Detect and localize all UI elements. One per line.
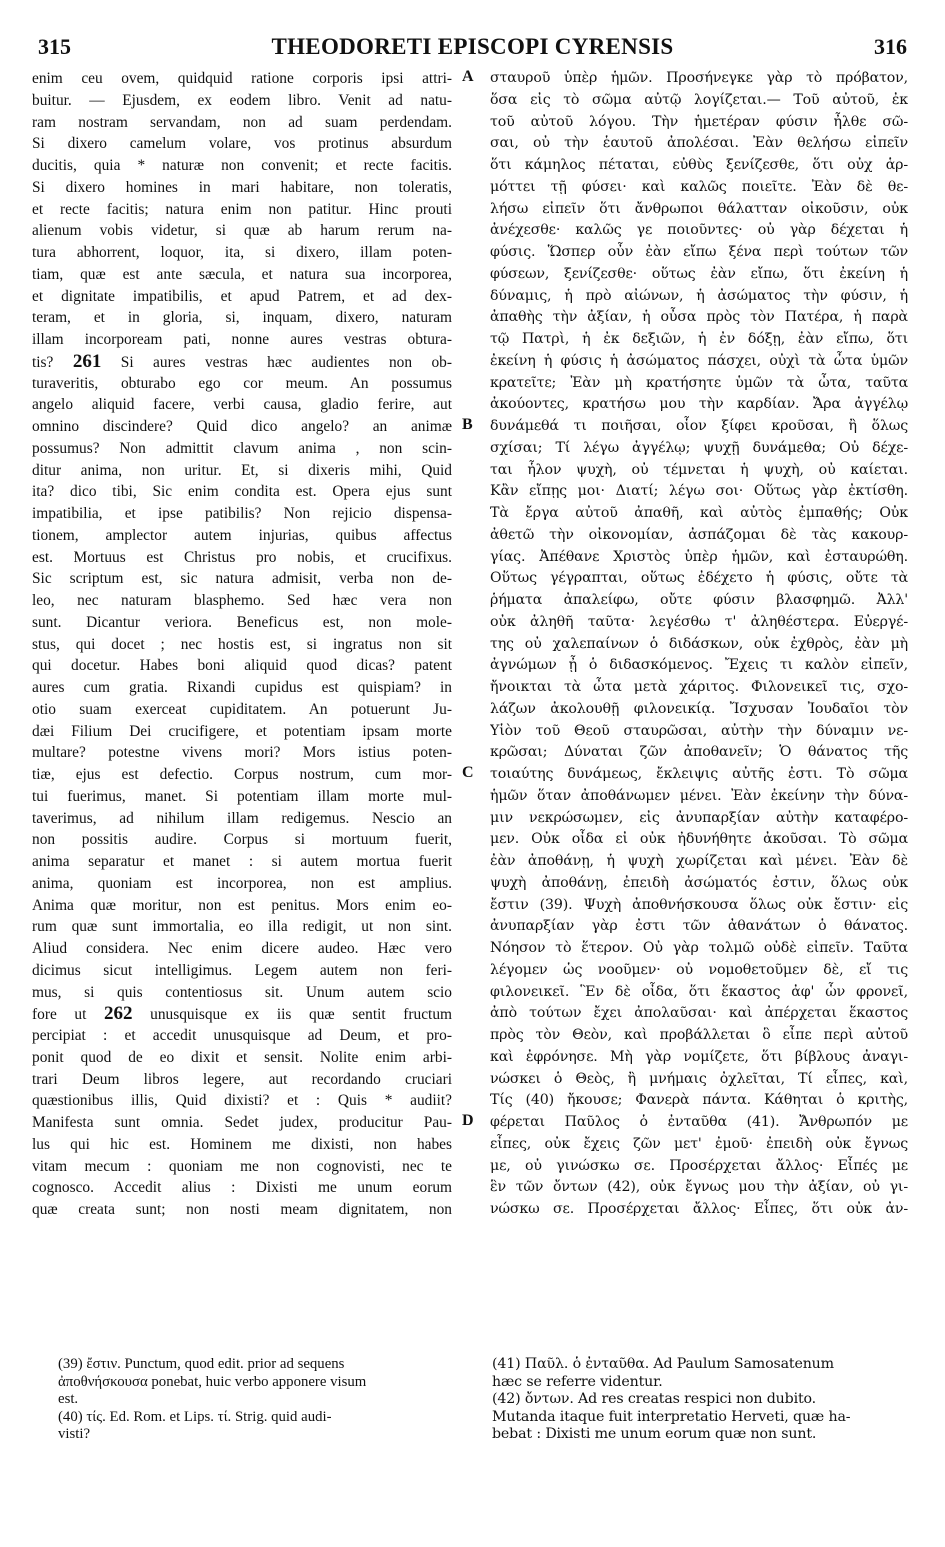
text-line: μιν νεκρώσωμεν, εἰς ἀνυπαρξίαν αὐτὴν καταφέρο- bbox=[490, 809, 908, 826]
footnote-line: (40) τίς. Ed. Rom. et Lips. τί. Strig. quid audi- bbox=[58, 1408, 332, 1425]
text-line: τοιαύτης δυνάμεως, ἔκλειψις αὐτῆς ἐστι. Τὸ σῶμα bbox=[490, 766, 908, 782]
page-number-left: 315 bbox=[38, 34, 71, 59]
text-line: vitam mecum : quoniam me non cognovisti, nec te bbox=[32, 1157, 452, 1175]
section-marker-a: A bbox=[462, 68, 474, 85]
text-line: leo, nec naturam blasphemo. Sed hæc vera non bbox=[32, 592, 452, 609]
text-line: νώσκει ὁ Θεὸς, ἢ μνήμαις ὀχλεῖται, Τί εἶπες, καὶ, bbox=[490, 1070, 908, 1087]
text-line: est. Mortuus est Christus pro nobis, et crucifixus. bbox=[32, 548, 452, 566]
text-line: lus qui hic est. Hominem me dixisti, non habes bbox=[32, 1135, 452, 1153]
text-line: Manifesta sunt omnia. Sedet judex, producitur Pau- bbox=[32, 1114, 452, 1131]
text-line: φιλονεικεῖ. Ἓν δὲ οἶδα, ὅτι ἕκαστος ἀφ' ὧν φρονεῖ, bbox=[490, 983, 908, 1000]
text-line: otio suam exerceat cupiditatem. An potuerunt Ju- bbox=[32, 700, 452, 718]
text-line: φύσεων, ξενίζεσθε· οὕτως ἐὰν εἴπω, ὅτι ἐκείνη ἡ bbox=[490, 265, 908, 282]
text-line: ἐὰν ἀποθάνῃ, ἡ ψυχὴ χωρίζεται καὶ μένει. Ἐὰν δὲ bbox=[490, 853, 908, 869]
text-line: angelo aliquid facere, verbi causa, gladio ferire, aut bbox=[32, 396, 452, 414]
footnotes-left bbox=[58, 1356, 458, 1444]
text-line: cognosco. Accedit alius : Dixisti me unum eorum bbox=[32, 1179, 452, 1197]
text-line: mus, si quis contentiosus sit. Unum autem scio bbox=[32, 983, 452, 1001]
text-line: ῥήματα ἀπαλείφω, οὔτε φύσιν βλασφημῶ. Ἀλλ' bbox=[490, 592, 908, 608]
text-line: Si dixero homines in mari habitare, non toleratis, bbox=[32, 178, 452, 196]
text-line: νώσκω σε. Προσέρχεται ἄλλος· Εἶπες, ὅτι οὐκ ἀν- bbox=[490, 1201, 908, 1217]
text-line: λάζων ἀκολουθῇ φιλονεικίᾳ. Ἴσχυσαν Ἰουδαῖοι τὸν bbox=[490, 700, 908, 717]
text-line: ἡμῶν ὅταν ἀποθάνωμεν μένει. Ἐὰν ἐκείνην τὴν δύνα- bbox=[490, 787, 908, 804]
text-line: Si dixero camelum volare, vos protinus absurdum bbox=[32, 135, 452, 153]
section-marker-c: C bbox=[462, 764, 474, 781]
text-line: της οὐ χαλεπαίνων ὁ διδάσκων, οὐκ ἐχθρὸς, ἐὰν μὴ bbox=[490, 635, 908, 652]
running-header bbox=[28, 30, 917, 66]
text-line: anima, quoniam est incorporea, non est amplius. bbox=[32, 874, 452, 892]
text-line: qui docetur. Habes boni aliquid quod dicas? patent bbox=[32, 657, 452, 675]
text-line: sunt. Dicantur veriora. Beneficus est, non mole- bbox=[32, 613, 452, 631]
text-line: Υἱὸν τοῦ Θεοῦ σταυρῶσαι, αὐτὴν τὴν δύναμιν νε- bbox=[490, 722, 908, 739]
running-title: THEODORETI EPISCOPI CYRENSIS bbox=[271, 34, 674, 59]
text-line: omnino discindere? Quid dico angelo? an animæ bbox=[32, 418, 452, 435]
text-line: tiæ, ejus est defectio. Corpus nostrum, cum mor- bbox=[32, 766, 452, 783]
text-line: με, οὐ γινώσκω σε. Προσέρχεται ἄλλος· Εἶπές με bbox=[490, 1157, 908, 1174]
section-marker-d: D bbox=[462, 1112, 474, 1129]
text-line: Νόησον τὸ ἕτερον. Οὐ γὰρ τολμῶ οὐδὲ εἰπεῖν. Ταῦτα bbox=[490, 940, 908, 956]
text-line: ἓν τῶν ὄντων (42), οὐκ ἔγνως μου τὴν ἀξίαν, οὐ γι- bbox=[490, 1179, 908, 1196]
text-line: stus, qui docet ; nec hostis est, si ingratus non sit bbox=[32, 635, 452, 653]
text-line: εἶπες, οὐκ ἔχεις ζῶν μετ' ἐμοῦ· ἐπειδὴ οὐκ ἔγνως bbox=[490, 1135, 908, 1152]
text-line: φέρεται Παῦλος ὁ ἐνταῦθα (41). Ἄνθρωπόν με bbox=[490, 1114, 908, 1130]
text-line: ἀγνώμων ᾖ ὁ διδασκόμενος. Ἔχεις τι καλὸν εἰπεῖν, bbox=[490, 657, 908, 674]
text-line: μόττει τῇ φύσει· καὶ καλῶς ποιεῖτε. Ἐὰν δὲ θε- bbox=[490, 178, 908, 195]
text-line: ducitis, quia * naturæ non convenit; et recte facitis. bbox=[32, 157, 452, 174]
text-line: tura abhorrent, loquor, ita, si dixero, illam poten- bbox=[32, 244, 452, 261]
text-line: Sic scriptum est, sic natura admisit, verba non de- bbox=[32, 570, 452, 588]
text-line: Aliud considera. Nec enim dicere audeo. Hæc vero bbox=[32, 940, 452, 957]
text-line: μεν. Οὐκ οἶδα εἰ οὐκ ἠδυνήθητε ἀκοῦσαι. Τὸ σῶμα bbox=[490, 831, 908, 848]
footnote-line: ἀποθνήσκουσα ponebat, huic verbo apponere visum bbox=[58, 1373, 367, 1390]
text-line: dæi Filium Dei crucifigere, et potentiam ipsam morte bbox=[32, 722, 452, 740]
text-line: impatibilia, et ipse patibilis? Non rejicio dispensa- bbox=[32, 505, 452, 522]
footnote-line: (42) ὄντων. Ad res creatas respici non dubito. bbox=[492, 1391, 817, 1408]
text-line: δύναμις, ἡ πρὸ αἰώνων, ἡ ἀσώματος τὴν φύσιν, ἡ bbox=[490, 287, 908, 304]
text-line: σαι, οὐ τὴν ἑαυτοῦ ἀπολέσαι. Ἐὰν θελήσω εἰπεῖν bbox=[490, 135, 908, 152]
text-line: percipiat : et accedit unusquisque ad Deum, et pro- bbox=[32, 1027, 452, 1044]
text-line: ἤνοικται τὰ ὦτα μετὰ χάριτος. Φιλονεικεῖ τις, σχο- bbox=[490, 679, 908, 695]
text-line: οὐκ ἀληθῆ ταῦτα· λεγέσθω τ' ἀληθέστερα. Εὐεργέ- bbox=[490, 613, 908, 630]
text-line: ditur anima, non uritur. Et, si dixeris mihi, Quid bbox=[32, 461, 452, 479]
footnote-line: visti? bbox=[58, 1426, 91, 1443]
text-line: Οὕτως γέγραπται, οὕτως ἐδέχετο ἡ φύσις, οὔτε τὰ bbox=[490, 570, 908, 587]
text-line: quæstionibus illis, Quid dixisti? et : Quis * audiit? bbox=[32, 1092, 452, 1110]
text-line: tui fuerimus, manet. Si potentiam illam morte mul- bbox=[32, 787, 452, 805]
text-line: aures cum gratia. Rixandi cupidus est quispiam? in bbox=[32, 679, 452, 696]
text-line: alienum vobis videtur, si quæ ab harum rerum na- bbox=[32, 222, 452, 240]
footnote-line: hæc se referre videntur. bbox=[492, 1373, 663, 1390]
greek-column bbox=[490, 68, 908, 1221]
footnote-line: (39) ἔστιν. Punctum, quod edit. prior ad sequens bbox=[58, 1356, 345, 1372]
text-line: turaveritis, obturabo ego cor meum. An possumus bbox=[32, 374, 452, 392]
text-line: enim ceu ovem, quidquid ratione corporis ipsi attri- bbox=[32, 70, 452, 87]
text-line: ponit quod de eo dixit et sensit. Nolite enim arbi- bbox=[32, 1048, 452, 1066]
text-line: buitur. — Ejusdem, ex eodem libro. Venit ad natu- bbox=[32, 91, 452, 109]
text-line: ita? dico tibi, Sic enim condita est. Opera ejus sunt bbox=[32, 483, 452, 501]
text-line: ἀνέχεσθε· καλῶς γε ποιοῦντες· οὐ γὰρ δέχεται ἡ bbox=[490, 222, 908, 239]
text-line: taverimus, ad nihilum illam redigemus. Nescio an bbox=[32, 809, 452, 827]
text-line: multare? potestne vivens mori? Mors istius poten- bbox=[32, 744, 452, 762]
text-line: ἀπὸ τούτων ἔχει ἀπολαῦσαι· καὶ ἀπέρχεται ἕκαστος bbox=[490, 1005, 908, 1022]
text-line: Κἂν εἴπῃς μοι· Διατί; λέγω σοι· Οὕτως γὰρ ἐκτίσθη. bbox=[490, 483, 908, 500]
text-line: τῷ Πατρὶ, ἡ ἐκ δεξιῶν, ἡ ἐν δόξῃ, ἐὰν εἴπω, ὅτι bbox=[490, 331, 908, 347]
text-line: λέγομεν ὡς νοοῦμεν· οὐ νομοθετοῦμεν δὲ, εἴ τις bbox=[490, 961, 908, 978]
text-line: tiam, quæ est ante sæcula, et natura sua incorporea, bbox=[32, 265, 452, 283]
text-line: ἀνυπαρξίαν γὰρ ἐστι τῶν ἀθανάτων ὁ θάνατος. bbox=[490, 918, 908, 935]
section-marker-b: B bbox=[462, 416, 473, 433]
text-line: ἀθετῶ τὴν οἰκονομίαν, ἀσπάζομαι δὲ τὰς κακουρ- bbox=[490, 526, 908, 543]
text-line: κρατεῖτε; Ἐὰν μὴ κρατήσητε ὑμῶν τὰ ὦτα, ταῦτα bbox=[490, 374, 908, 391]
text-line: πρὸς τὸν Θεὸν, καὶ προβάλλεται ὃ εἶπε περὶ αὐτοῦ bbox=[490, 1027, 908, 1043]
page-number-right: 316 bbox=[874, 34, 907, 59]
text-line: trari Deum libros legere, aut recordando cruciari bbox=[32, 1070, 452, 1088]
text-line: Anima quæ moritur, non est penitus. Mors enim eo- bbox=[32, 896, 452, 914]
text-line: illam incorpoream pati, nonne aures vestras obtura- bbox=[32, 331, 452, 348]
text-line: Τίς (40) ἤκουσε; Φανερὰ πάντα. Κάθηται ὁ κριτὴς, bbox=[490, 1092, 908, 1109]
text-line: ram nostram servandam, non ad suam perdendam. bbox=[32, 113, 452, 131]
text-line: ὅσα εἰς τὸ σῶμα αὐτῷ λογίζεται.— Τοῦ αὐτοῦ, ἐκ bbox=[490, 91, 908, 108]
text-line: anima separatur et manet : si autem mortua fuerit bbox=[32, 853, 452, 870]
text-line: δυνάμεθά τι ποιῆσαι, οἷον ξίφει κροῦσαι, ἢ ὅλως bbox=[490, 418, 908, 434]
text-line: et dignitate impatibilis, et apud Patrem, et ad dex- bbox=[32, 287, 452, 305]
text-line: ὅτι κάμηλος πέταται, εὐθὺς ξενίζεσθε, ὅτι οὐχ ἁρ- bbox=[490, 157, 908, 173]
text-line: κρῶσαι; Δύναται ζῶν ἀποθανεῖν; Ὁ θάνατος τῆς bbox=[490, 744, 908, 761]
latin-column bbox=[32, 68, 452, 1221]
text-line: et recte facitis; natura enim non patitur. Hinc prouti bbox=[32, 200, 452, 218]
text-line: tis? 261 Si aures vestras hæc audientes non ob- bbox=[32, 350, 452, 372]
text-line: ἀπαθὴς τὴν ἀξίαν, ἡ οὖσα πρὸς τὸν Πατέρα, ἡ παρὰ bbox=[490, 309, 908, 326]
text-line: possumus? Non admittit clavum anima , non scin- bbox=[32, 439, 452, 457]
text-line: γίας. Ἀπέθανε Χριστὸς ὑπὲρ ἡμῶν, καὶ ἐσταυρώθη. bbox=[490, 548, 908, 565]
text-line: rum quæ sunt immortalia, eo illa redigit, ut non sint. bbox=[32, 918, 452, 936]
footnote-line: Mutanda itaque fuit interpretatio Herveti, quæ ha- bbox=[492, 1408, 851, 1425]
footnote-line: (41) Παῦλ. ὁ ἐνταῦθα. Ad Paulum Samosatenum bbox=[492, 1356, 834, 1372]
footnote-line: est. bbox=[58, 1391, 79, 1408]
text-line: φύσις. Ὥσπερ οὖν ἐὰν εἴπω ξένα περὶ τούτων τῶν bbox=[490, 244, 908, 260]
text-line: quæ creata sunt; non nosti meam dignitatem, non bbox=[32, 1201, 452, 1218]
text-line: non possitis audire. Corpus si mortuum fuerit, bbox=[32, 831, 452, 849]
text-line: Τὰ ἔργα αὐτοῦ ἀπαθῆ, καὶ αὐτὸς ἐμπαθής; Οὐκ bbox=[490, 505, 908, 521]
text-line: ἔστιν (39). Ψυχὴ ἀποθνήσκουσα ὅλως οὐκ ἔστιν· εἰς bbox=[490, 896, 908, 913]
text-line: ἀκούοντες, κρατήσω μου τὴν καρδίαν. Ἄρα ἀγγέλῳ bbox=[490, 396, 908, 413]
text-line: ψυχὴ ἀποθάνῃ, ἐπειδὴ ἀσώματός ἐστιν, ὅλως οὐκ bbox=[490, 874, 908, 891]
footnotes-right bbox=[492, 1356, 892, 1444]
text-line: ἐκείνη ἡ φύσις ἡ ἀσώματος πάσχει, οὐχὶ τὰ ὦτα ὑμῶν bbox=[490, 352, 908, 369]
text-line: σχίσαι; Τί λέγω ἀγγέλῳ; ψυχῇ δυνάμεθα; Οὐ δέχε- bbox=[490, 439, 908, 456]
text-line: tionem, amplector autem injurias, quibus affectus bbox=[32, 526, 452, 544]
text-line: teram, et in gloria, si, inquam, dixero, naturam bbox=[32, 309, 452, 327]
text-line: καὶ ἐφρόνησε. Μὴ γὰρ νομίζετε, ὅτι βίβλους ἀναγι- bbox=[490, 1048, 908, 1065]
text-line: fore ut 262 unusquisque ex iis quæ sentit fructum bbox=[32, 1003, 452, 1025]
footnote-line: bebat : Dixisti me unum eorum quæ non sunt. bbox=[492, 1426, 817, 1443]
text-line: dicimus sicut intelligimus. Legem autem non feri- bbox=[32, 961, 452, 979]
text-line: τοῦ αὐτοῦ λόγου. Τὴν ἡμετέραν φύσιν ἦλθε σῶ- bbox=[490, 113, 908, 130]
text-line: σταυροῦ ὑπὲρ ἡμῶν. Προσήνεγκε γὰρ τὸ πρόβατον, bbox=[490, 70, 908, 86]
text-line: ται ἧλον ψυχὴ, οὐ τέμνεται ἡ ψυχὴ, οὐ καίεται. bbox=[490, 461, 908, 478]
text-line: λήσω εἰπεῖν ὅτι ἄνθρωποι θάλατταν οἰκοῦσιν, οὐκ bbox=[490, 200, 908, 217]
